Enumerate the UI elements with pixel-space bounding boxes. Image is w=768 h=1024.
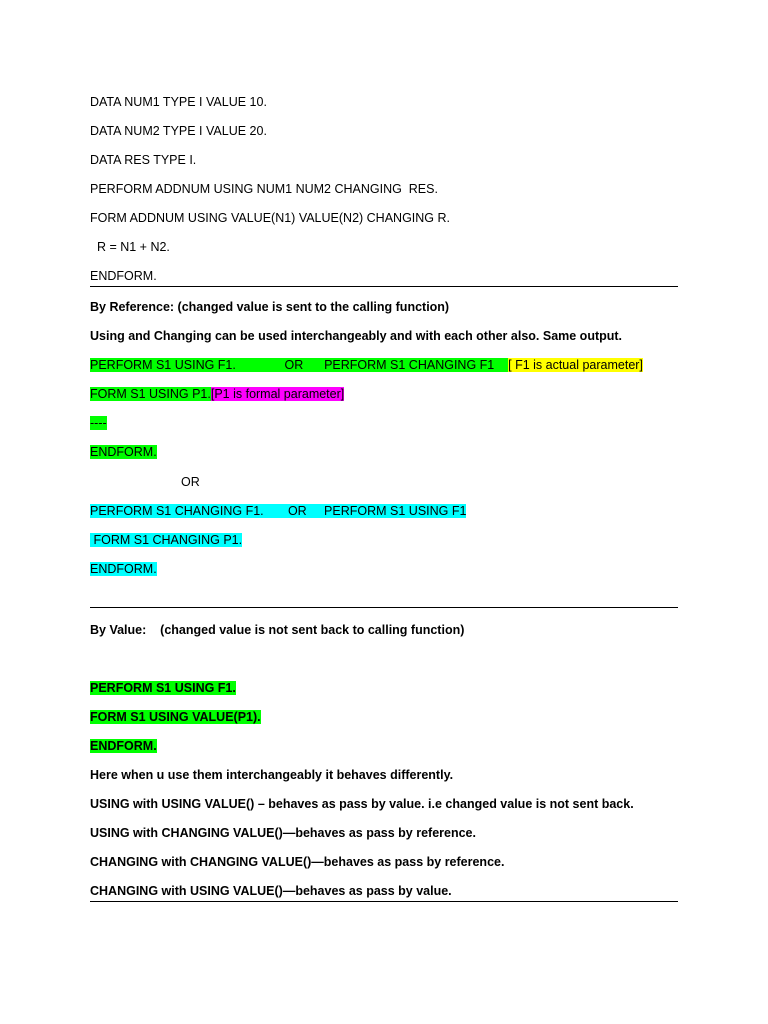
rule-changing-changing-value: CHANGING with CHANGING VALUE()—behaves as pass by reference. [90,855,505,869]
rule-using-using-value: USING with USING VALUE() – behaves as pass by value. i.e changed value is not sent back. [90,797,634,811]
code-line-5: FORM ADDNUM USING VALUE(N1) VALUE(N2) CHANGING R. [90,211,450,225]
actual-param-note: [ F1 is actual parameter] [508,358,643,372]
ref-example-2-perform: PERFORM S1 CHANGING F1. OR PERFORM S1 USING F1 [90,504,467,518]
divider [90,901,678,902]
rule-using-changing-value: USING with CHANGING VALUE()—behaves as pass by reference. [90,826,476,840]
val-example-end: ENDFORM. [90,739,157,753]
code-line-2: DATA NUM2 TYPE I VALUE 20. [90,124,267,138]
by-value-heading: By Value: (changed value is not sent back to calling function) [90,623,465,637]
val-example-form: FORM S1 USING VALUE(P1). [90,710,261,724]
ref-example-2-form: FORM S1 CHANGING P1. [90,533,243,547]
by-reference-heading: By Reference: (changed value is sent to the calling function) [90,300,450,314]
by-value-note: Here when u use them interchangeably it behaves differently. [90,768,454,782]
ref-example-2-end: ENDFORM. [90,562,157,576]
ref-form-text: FORM S1 USING P1. [90,387,211,401]
code-line-6: R = N1 + N2. [90,240,170,254]
ref-example-1-perform [90,357,643,373]
ref-perform-text: PERFORM S1 USING F1. OR PERFORM S1 CHANGING F1 [90,358,509,372]
ref-example-1-form [90,386,344,402]
or-separator: OR [181,475,200,489]
formal-param-note: [P1 is formal parameter] [210,387,345,401]
ref-example-1-dots: ---- [90,416,107,430]
rule-changing-using-value: CHANGING with USING VALUE()—behaves as pass by value. [90,884,452,898]
code-line-4: PERFORM ADDNUM USING NUM1 NUM2 CHANGING RES. [90,182,438,196]
by-reference-note: Using and Changing can be used interchangeably and with each other also. Same output. [90,329,623,343]
code-line-7: ENDFORM. [90,269,157,283]
code-line-3: DATA RES TYPE I. [90,153,197,167]
divider [90,607,678,608]
code-line-1: DATA NUM1 TYPE I VALUE 10. [90,95,267,109]
ref-example-1-end: ENDFORM. [90,445,157,459]
divider [90,286,678,287]
val-example-perform: PERFORM S1 USING F1. [90,681,236,695]
